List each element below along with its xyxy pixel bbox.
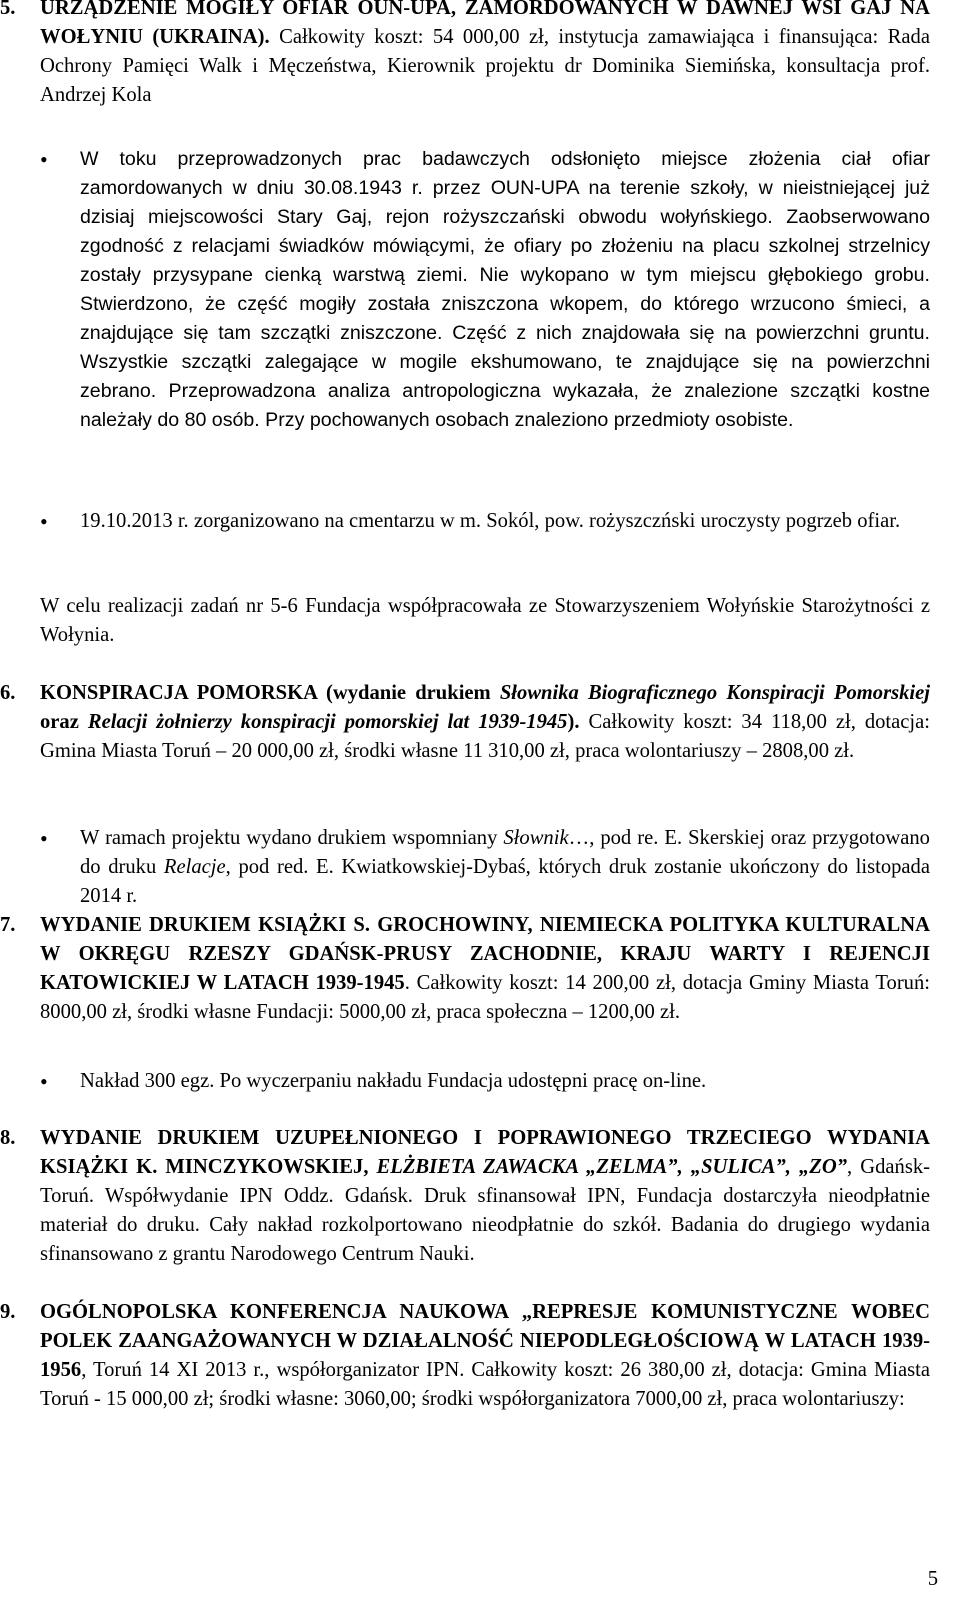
bullet-text-part: W ramach projektu wydano drukiem wspomniany [80, 827, 498, 849]
item-body [40, 1298, 930, 1414]
item-text: Całkowity koszt: 54 000,00 zł, instytucja zamawiająca i finansująca: Rada Ochrony Pamięci Walk i Męczeństwa, Kierownik projektu dr Dominika Siemińska, konsultacja prof. Andrzej Kola [40, 26, 930, 106]
item-number: 6. [0, 682, 16, 704]
item-title: oraz [40, 711, 79, 733]
item-title: WYDANIE DRUKIEM KSIĄŻKI S. GROCHOWINY, NIEMIECKA POLITYKA KULTURALNA W OKRĘGU RZESZY GDAŃSK-PRUSY ZACHODNIE, KRAJU WARTY I REJENCJI KATOWICKIEJ W LATACH 1939-1945 [40, 914, 930, 994]
item-title: ). [567, 711, 580, 733]
bullet-icon: • [40, 826, 48, 851]
item-title-italic: ELŻBIETA ZAWACKA „ZELMA”, „SULICA”, „ZO” [376, 1156, 848, 1178]
item-text: Całkowity koszt: 34 118,00 zł, dotacja: Gmina Miasta Toruń – 20 000,00 zł, środki własne 11 310,00 zł, praca wolontariuszy – 2808,00 zł. [40, 711, 930, 762]
item-body [40, 0, 930, 110]
bullet-text [80, 824, 930, 911]
item-number: 8. [0, 1127, 16, 1149]
bullet-item [40, 824, 930, 911]
bullet-text: 19.10.2013 r. zorganizowano na cmentarzu w m. Sokól, pow. rożyszczński uroczysty pogrzeb ofiar. [80, 510, 901, 532]
bullet-icon: • [40, 509, 48, 534]
bullet-text-italic: Słownik [503, 827, 569, 849]
item-body [40, 911, 930, 1027]
bullet-text-italic: Relacje [163, 856, 226, 878]
item-5 [0, 0, 930, 110]
bullet-item [40, 507, 930, 536]
item-text: , Toruń 14 XI 2013 r., współorganizator IPN. Całkowity koszt: 26 380,00 zł, dotacja: Gmina Miasta Toruń - 15 000,00 zł; środki własne: 3060,00; środki współorganizatora 7000,00 zł, praca wolontariuszy: [40, 1359, 930, 1410]
item-text: , Gdańsk-Toruń. Współwydanie IPN Oddz. Gdańsk. Druk sfinansował IPN, Fundacja dostarczyła nieodpłatnie materiał do druku. Cały nakład rozkolportowano nieodpłatnie do szkół. Badania do drugiego wydania sfinansowano z grantu Narodowego Centrum Nauki. [40, 1156, 930, 1265]
item-title-italic: Słownika Biograficznego Konspiracji Pomorskiej [499, 682, 930, 704]
bullet-text-part: …, pod re. E. Skerskiej oraz przygotowano do druku [80, 827, 930, 878]
item-body [40, 679, 930, 766]
bullet-text: Nakład 300 egz. Po wyczerpaniu nakładu Fundacja udostępni pracę on-line. [80, 1070, 707, 1092]
item-number: 5. [0, 0, 16, 19]
item-title: WYDANIE DRUKIEM UZUPEŁNIONEGO I POPRAWIONEGO TRZECIEGO WYDANIA KSIĄŻKI K. MINCZYKOWSKIEJ, [40, 1127, 930, 1178]
item-body [40, 1124, 930, 1269]
item-number: 7. [0, 914, 16, 936]
item-9 [0, 1298, 930, 1414]
bullet-icon: • [40, 1069, 48, 1094]
item-title: KONSPIRACJA POMORSKA (wydanie drukiem [40, 682, 491, 704]
page-number: 5 [927, 1568, 938, 1590]
cooperation-note: W celu realizacji zadań nr 5-6 Fundacja współpracowała ze Stowarzyszeniem Wołyńskie Starożytności z Wołynia. [40, 595, 930, 646]
item-title-italic: Relacji żołnierzy konspiracji pomorskiej lat 1939-1945 [87, 711, 568, 733]
item-8 [0, 1124, 930, 1269]
bullet-item [40, 145, 930, 435]
bullet-text-part: , pod red. E. Kwiatkowskiej-Dybaś, których druk zostanie ukończony do listopada 2014 r. [80, 856, 930, 907]
item-title: OGÓLNOPOLSKA KONFERENCJA NAUKOWA „REPRESJE KOMUNISTYCZNE WOBEC POLEK ZAANGAŻOWANYCH W DZIAŁALNOŚĆ NIEPODLEGŁOŚCIOWĄ W LATACH 1939-1956 [40, 1301, 930, 1381]
item-text: . Całkowity koszt: 14 200,00 zł, dotacja Gminy Miasta Toruń: 8000,00 zł, środki własne Fundacji: 5000,00 zł, praca społeczna – 1200,00 zł. [40, 972, 930, 1023]
item-6 [0, 679, 930, 766]
bullet-item [40, 1067, 930, 1096]
item-number: 9. [0, 1301, 16, 1323]
item-title: URZĄDZENIE MOGIŁY OFIAR OUN-UPA, ZAMORDOWANYCH W DAWNEJ WSI GAJ NA WOŁYNIU (UKRAINA). [40, 0, 930, 48]
bullet-icon: • [40, 147, 48, 172]
item-7 [0, 911, 930, 1027]
bullet-text: W toku przeprowadzonych prac badawczych odsłonięto miejsce złożenia ciał ofiar zamordowanych w dniu 30.08.1943 r. przez OUN-UPA na terenie szkoły, w nieistniejącej już dzisiaj miejscowości Stary Gaj, rejon rożyszczański obwodu wołyńskiego. Zaobserwowano zgodność z relacjami świadków mówiącymi, że ofiary po złożeniu na placu szkolnej strzelnicy zostały przysypane cienką warstwą ziemi. Nie wykopano w tym miejscu głębokiego grobu. Stwierdzono, że część mogiły została zniszczona wkopem, do którego wrzucono śmieci, a znajdujące się tam szczątki zniszczone. Część z nich znajdowała się na powierzchni gruntu. Wszystkie szczątki zalegające w mogile ekshumowano, te znajdujące się na powierzchni zebrano. Przeprowadzona analiza antropologiczna wykazała, że znalezione szczątki kostne należały do 80 osób. Przy pochowanych osobach znaleziono przedmioty osobiste. [80, 148, 930, 431]
